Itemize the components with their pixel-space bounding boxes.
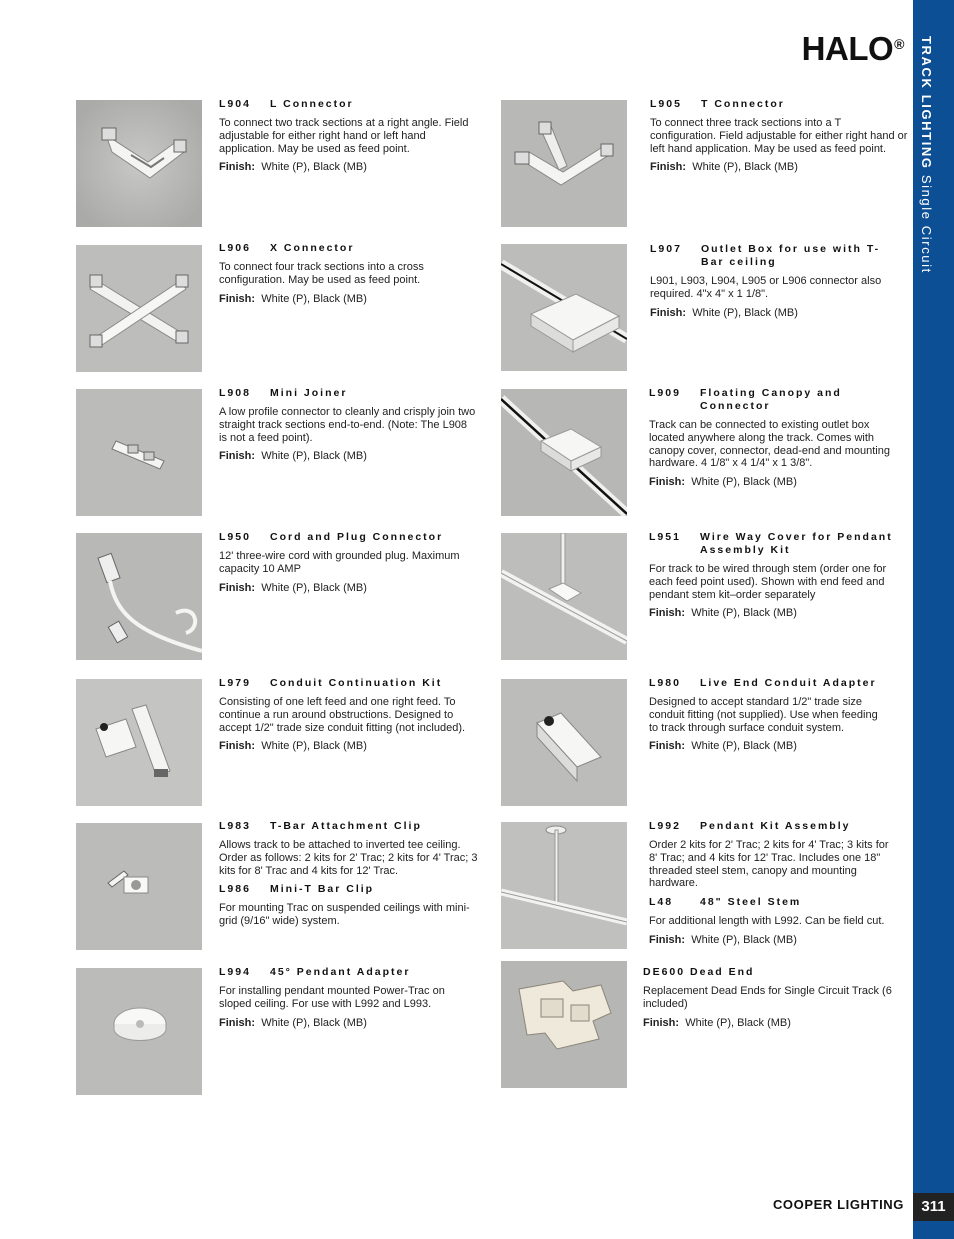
- conduit-kit-image: [76, 679, 202, 806]
- product-description: For track to be wired through stem (order one for each feed point used). Shown with end feed and pendant stem kit–order separately: [649, 563, 887, 601]
- product-l983: [219, 820, 481, 934]
- product-description: For additional length with L992. Can be field cut.: [649, 915, 885, 928]
- product-code: L980: [649, 677, 681, 689]
- product-header: [650, 98, 908, 111]
- product-header: [219, 387, 477, 400]
- product-code: DE600 Dead End: [643, 966, 755, 978]
- product-header: [219, 677, 477, 690]
- product-finish: Finish: White (P), Black (MB): [649, 607, 797, 620]
- product-code: L994: [219, 966, 251, 978]
- product-l992: [649, 820, 899, 947]
- product-title: 48" Steel Stem: [700, 896, 802, 909]
- product-title: Wire Way Cover for Pendant Assembly Kit: [700, 531, 893, 556]
- section-label-bold: TRACK LIGHTING: [919, 36, 934, 170]
- product-header: [649, 531, 894, 557]
- dead-end-image: [501, 961, 627, 1088]
- outlet-box-image: [501, 244, 627, 371]
- product-description: Track can be connected to existing outlet box located anywhere along the track. Comes with canopy cover, connector, dead-end and mounting hardware. 4 1/8" x 4 1/4" x 1 3/8".: [649, 419, 890, 470]
- product-description: L901, L903, L904, L905 or L906 connector also required. 4"x 4" x 1 1/8".: [650, 275, 882, 300]
- product-finish: Finish: White (P), Black (MB): [219, 581, 367, 594]
- product-description: To connect four track sections into a cross configuration. May be used as feed point.: [219, 261, 424, 286]
- product-l908: [219, 387, 477, 463]
- product-finish: Finish: White (P), Black (MB): [650, 306, 798, 319]
- product-title: Cord and Plug Connector: [270, 531, 444, 543]
- product-code: L992: [649, 820, 681, 832]
- l-connector-image: [76, 100, 202, 227]
- section-label: [919, 36, 934, 274]
- product-title: Floating Canopy and Connector: [700, 387, 842, 412]
- product-l906: [219, 242, 477, 305]
- tbar-clip-image: [76, 823, 202, 950]
- logo-text: HALO: [801, 30, 894, 67]
- product-code: L909: [649, 387, 681, 399]
- product-title: Pendant Kit Assembly: [700, 820, 851, 832]
- product-description: Consisting of one left feed and one right feed. To continue a run around obstructions. Designed to accept 1/2" trade size conduit fitting (not included).: [219, 696, 466, 734]
- product-header-l48: [649, 896, 899, 909]
- registered-mark: ®: [894, 36, 904, 52]
- product-code: L983: [219, 820, 251, 832]
- product-header: [219, 242, 477, 255]
- product-finish: Finish: White (P), Black (MB): [649, 933, 797, 946]
- product-header: [219, 820, 481, 833]
- live-end-adapter-image: [501, 679, 627, 806]
- product-title: Live End Conduit Adapter: [700, 677, 877, 689]
- product-l909: [649, 387, 894, 489]
- product-description: Order 2 kits for 2' Trac; 2 kits for 4' Trac; 3 kits for 8' Trac; and 4 kits for 12' Trac. Includes one 18" threaded steel stem, canopy and mounting hardware.: [649, 839, 889, 890]
- mini-joiner-image: [76, 389, 202, 516]
- cord-plug-image: [76, 533, 202, 660]
- product-description: To connect three track sections into a T configuration. Field adjustable for either right hand or left hand application. May be used as feed point.: [650, 117, 908, 155]
- product-de600: [643, 966, 893, 1029]
- product-title: 45° Pendant Adapter: [270, 966, 411, 978]
- product-finish: Finish: White (P), Black (MB): [219, 292, 367, 305]
- x-connector-image: [76, 245, 202, 372]
- product-l980: [649, 677, 889, 753]
- product-description: A low profile connector to cleanly and crisply join two straight track sections end-to-end. (Note: The L908 is not a feed point).: [219, 406, 476, 444]
- product-header: [219, 966, 477, 979]
- company-name: COOPER LIGHTING: [772, 1197, 904, 1212]
- product-header-l986: [219, 883, 481, 896]
- product-finish: Finish: White (P), Black (MB): [219, 450, 367, 463]
- product-header: [219, 98, 477, 111]
- product-header: [219, 531, 477, 544]
- product-l904: [219, 98, 477, 174]
- product-title: L Connector: [270, 98, 354, 110]
- product-finish: Finish: White (P), Black (MB): [649, 740, 797, 753]
- t-connector-image: [501, 100, 627, 227]
- product-title: T Connector: [701, 98, 785, 110]
- product-code: L908: [219, 387, 251, 399]
- product-header: [650, 243, 890, 269]
- product-finish: Finish: White (P), Black (MB): [643, 1016, 791, 1029]
- product-finish: Finish: White (P), Black (MB): [219, 740, 367, 753]
- product-code: L907: [650, 243, 682, 255]
- product-header: [649, 387, 894, 413]
- product-finish: Finish: White (P), Black (MB): [219, 161, 367, 174]
- product-title: Mini Joiner: [270, 387, 348, 399]
- product-code: L950: [219, 531, 251, 543]
- product-l950: [219, 531, 477, 594]
- product-code: L979: [219, 677, 251, 689]
- product-l951: [649, 531, 894, 620]
- product-code: L48: [649, 896, 674, 909]
- product-code: L986: [219, 883, 251, 896]
- product-title: Conduit Continuation Kit: [270, 677, 443, 689]
- product-description: Allows track to be attached to inverted tee ceiling. Order as follows: 2 kits for 2' Trac; 2 kits for 4' Trac; 3 kits for 8' Trac and 4 kits for 12' Trac.: [219, 839, 478, 877]
- pendant-kit-image: [501, 822, 627, 949]
- halo-logo: [802, 30, 904, 68]
- pendant-adapter-image: [76, 968, 202, 1095]
- product-code: L951: [649, 531, 681, 543]
- floating-canopy-image: [501, 389, 627, 516]
- page-number: 311: [913, 1193, 954, 1221]
- product-finish: Finish: White (P), Black (MB): [219, 1016, 367, 1029]
- product-l994: [219, 966, 477, 1029]
- product-code: L904: [219, 98, 251, 110]
- product-title: X Connector: [270, 242, 355, 254]
- product-l905: [650, 98, 908, 174]
- product-code: L905: [650, 98, 682, 110]
- product-description: To connect two track sections at a right angle. Field adjustable for either right hand or left hand application. May be used as feed point.: [219, 117, 469, 155]
- product-description: Designed to accept standard 1/2" trade size conduit fitting (not supplied). Use when feeding to track through surface conduit system.: [649, 696, 878, 734]
- product-description: For installing pendant mounted Power-Trac on sloped ceiling. For use with L992 and L993.: [219, 985, 445, 1010]
- product-title: T-Bar Attachment Clip: [270, 820, 422, 832]
- product-l979: [219, 677, 477, 753]
- product-description: For mounting Trac on suspended ceilings with mini-grid (9/16" wide) system.: [219, 902, 470, 928]
- product-finish: Finish: White (P), Black (MB): [650, 161, 798, 174]
- product-title: Mini-T Bar Clip: [270, 883, 375, 896]
- product-header: [649, 820, 899, 833]
- product-description: 12' three-wire cord with grounded plug. Maximum capacity 10 AMP: [219, 550, 460, 575]
- product-code: L906: [219, 242, 251, 254]
- product-header: [649, 677, 889, 690]
- product-finish: Finish: White (P), Black (MB): [649, 476, 797, 489]
- product-title: Outlet Box for use with T-Bar ceiling: [701, 243, 881, 268]
- product-l907: [650, 243, 890, 319]
- section-label-rest: Single Circuit: [919, 174, 934, 274]
- product-header: [643, 966, 893, 979]
- wire-way-cover-image: [501, 533, 627, 660]
- product-description: Replacement Dead Ends for Single Circuit Track (6 included): [643, 985, 892, 1010]
